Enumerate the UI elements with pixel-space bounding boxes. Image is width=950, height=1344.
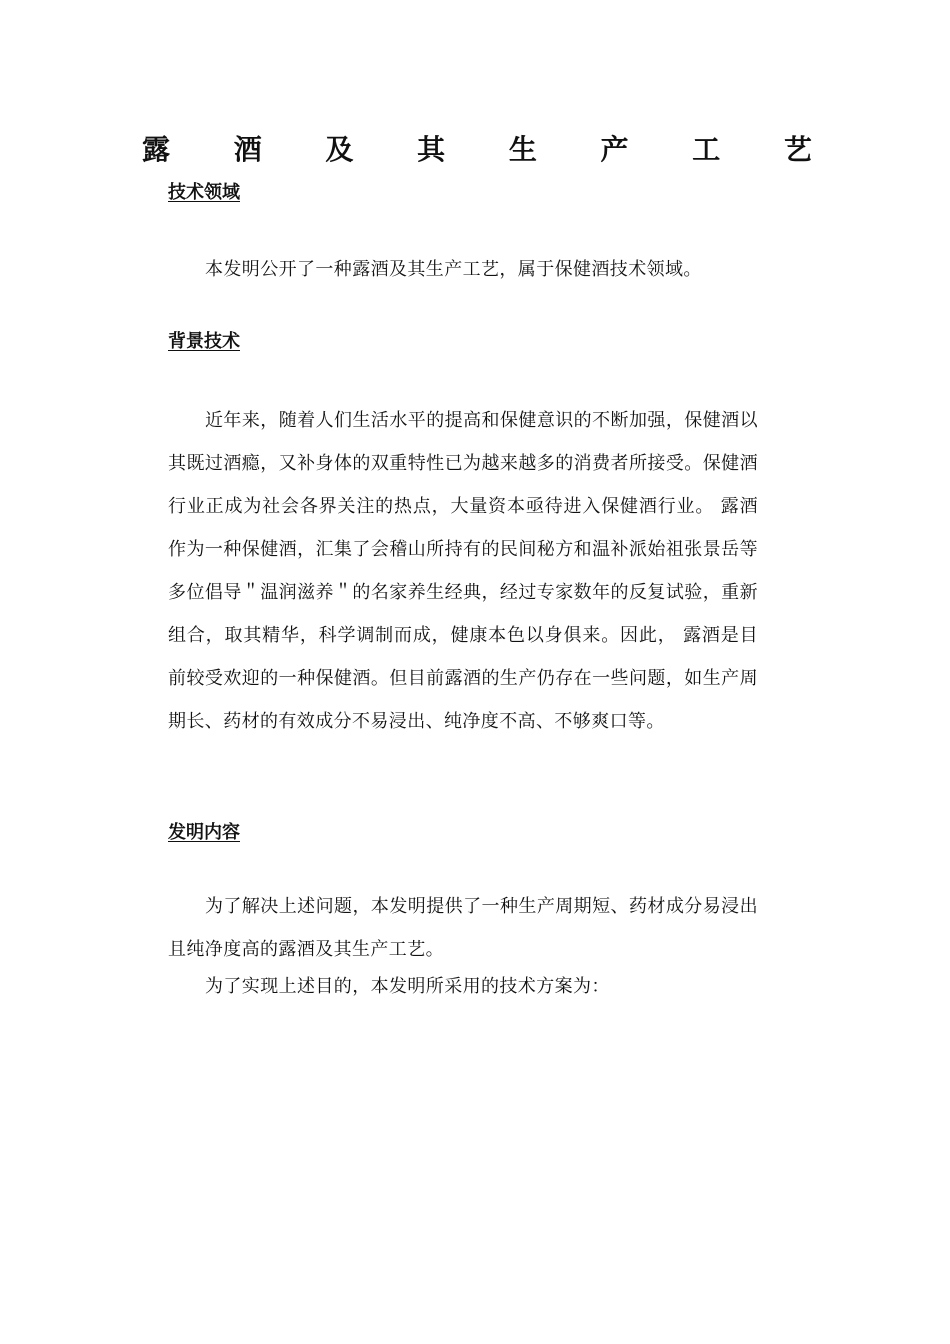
title-char: 生: [508, 133, 537, 166]
title-char: 及: [325, 133, 354, 166]
title-char: 其: [417, 133, 446, 166]
title-char: 酒: [233, 133, 262, 166]
title-char: 产: [600, 133, 629, 166]
document-title: [142, 130, 812, 170]
section-heading-background: 背景技术: [168, 331, 240, 352]
title-char: 工: [692, 133, 721, 166]
background-paragraph: 近年来，随着人们生活水平的提高和保健意识的不断加强，保健酒以其既过酒瘾，又补身体的双重特性已为越来越多的消费者所接受。保健酒行业正成为社会各界关注的热点，大量资本亟待进入保健酒行业。 露酒作为一种保健酒，汇集了会稽山所持有的民间秘方和温补派始祖张景岳等多位倡导＂温润滋养＂的名家养生经典，经过专家数年的反复试验，重新组合，取其精华，科学调制而成，健康本色以身俱来。因此， 露酒是目前较受欢迎的一种保健酒。但目前露酒的生产仍存在一些问题，如生产周期长、药材的有效成分不易浸出、纯净度不高、不够爽口等。: [168, 410, 758, 732]
title-char: 露: [142, 133, 171, 166]
invention-content-paragraph: 为了实现上述目的，本发明所采用的技术方案为：: [205, 976, 610, 997]
title-char: 艺: [783, 133, 812, 166]
section-heading-invention-content: 发明内容: [168, 822, 240, 843]
technical-field-paragraph: 本发明公开了一种露酒及其生产工艺，属于保健酒技术领域。: [205, 259, 702, 280]
section-heading-technical-field: 技术领域: [168, 182, 240, 203]
invention-content-paragraph: 为了解决上述问题，本发明提供了一种生产周期短、药材成分易浸出且纯净度高的露酒及其生产工艺。: [168, 896, 758, 960]
